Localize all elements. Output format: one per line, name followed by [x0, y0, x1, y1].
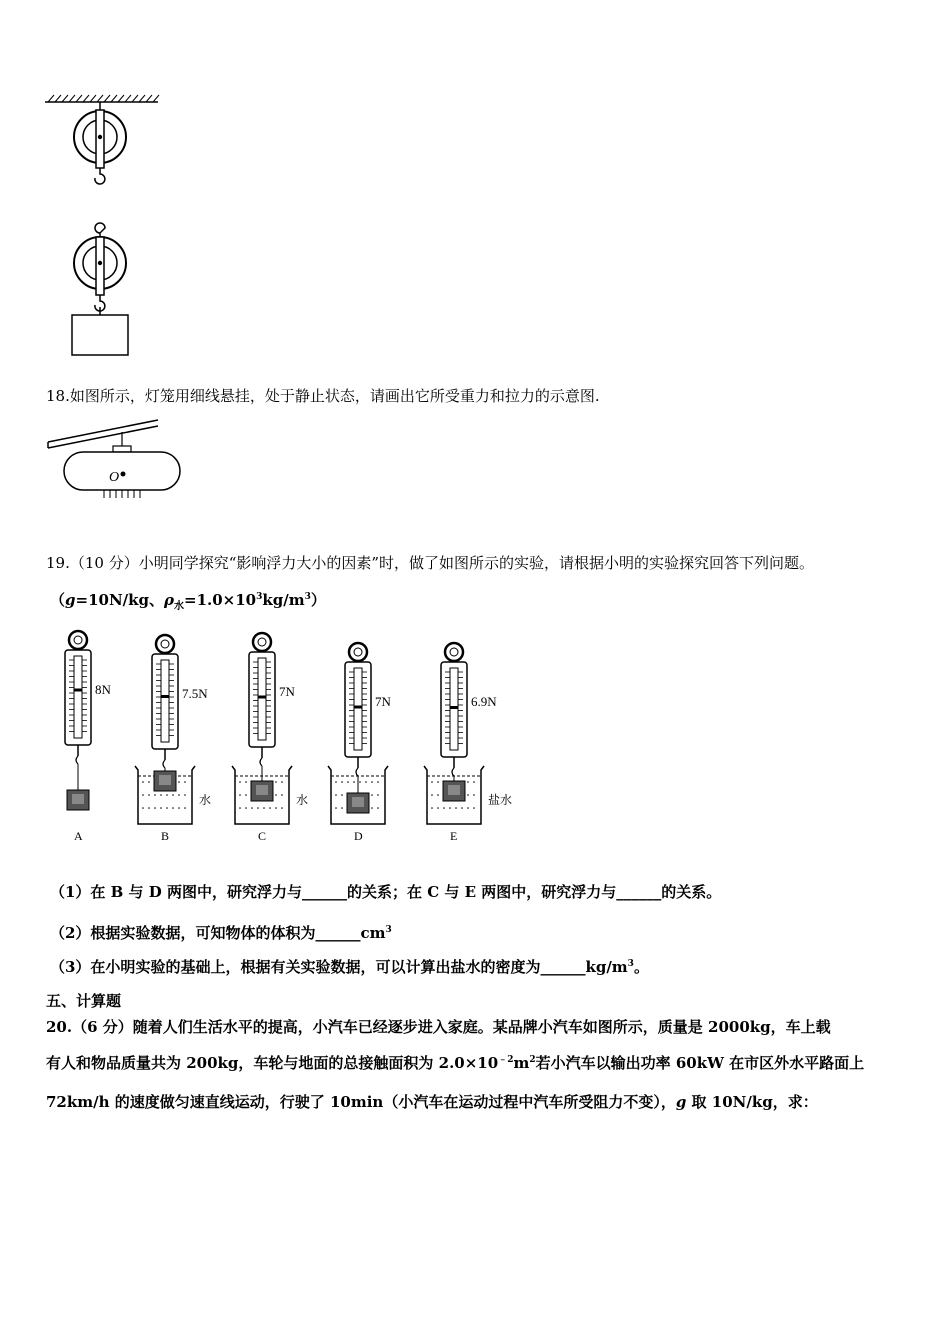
panel-liquid-label: 盐水: [488, 793, 513, 807]
lantern-center-label: O: [109, 470, 120, 485]
sub2-main: （2）根据实验数据，可知物体的体积为______cm: [50, 924, 386, 942]
cond-water-sub: 水: [174, 601, 185, 612]
sub3-main: （3）在小明实验的基础上，根据有关实验数据，可以计算出盐水的密度为______kg/m: [50, 958, 628, 976]
panel-label: D: [354, 829, 363, 843]
panel-reading: 7N: [375, 694, 391, 709]
panel-label: C: [258, 829, 267, 843]
sub2-exp: 3: [385, 925, 392, 935]
cond-mid: =10N/kg、: [75, 591, 165, 609]
q20-number: 20.: [46, 1018, 73, 1036]
q18-number: 18.: [46, 387, 70, 405]
q19-sub3: [50, 957, 649, 977]
q19-score: （10 分）: [69, 554, 139, 572]
q19-conditions: [50, 590, 326, 610]
q19-sub2: [50, 923, 392, 943]
panel-liquid-label: 水: [199, 793, 212, 807]
q18-body: 如图所示，灯笼用细线悬挂，处于静止状态，请画出它所受重力和拉力的示意图.: [69, 387, 600, 405]
movable-pulley-diagram: [60, 215, 150, 360]
cond-close: ）: [310, 591, 326, 609]
cond-rho: ρ: [164, 591, 175, 609]
q20-line2-c: 若小汽车以输出功率 60kW 在市区外水平路面上: [535, 1054, 865, 1072]
cond-unit-exp: 3: [304, 592, 311, 602]
panel-label: A: [74, 829, 83, 843]
q19-number: 19.: [46, 554, 70, 572]
q20-line3: [46, 1092, 818, 1112]
q20-line2-a: 有人和物品质量共为 200kg，车轮与地面的总接触面积为 2.0×10: [46, 1054, 499, 1072]
panel-liquid-label: 水: [296, 793, 309, 807]
panel-A: [65, 631, 112, 843]
sub3-exp: 3: [627, 959, 634, 969]
q20-line3-a: 72km/h 的速度做匀速直线运动，行驶了 10min（小汽车在运动过程中汽车所受阻力不变），: [46, 1093, 676, 1111]
sub3-end: 。: [633, 958, 649, 976]
section-title: 五、计算题: [46, 992, 122, 1010]
q20-line1: [46, 1017, 831, 1037]
panel-reading: 7N: [279, 684, 295, 699]
buoyancy-experiment-figure: [40, 628, 520, 848]
q18-text: [46, 386, 600, 406]
q19-body: 小明同学探究“影响浮力大小的因素”时，做了如图所示的实验，请根据小明的实验探究回答下列问题。: [138, 554, 815, 572]
cond-g: g: [65, 591, 76, 609]
q19-sub1: （1）在 B 与 D 两图中，研究浮力与______的关系；在 C 与 E 两图中，研究浮力与______的关系。: [50, 883, 722, 901]
panel-reading: 8N: [95, 682, 111, 697]
q20-line2: [46, 1053, 864, 1073]
cond-exp: 3: [256, 592, 263, 602]
panel-C: [232, 633, 308, 843]
panel-E: [424, 643, 512, 843]
panel-D: [328, 643, 392, 843]
cond-eq: =1.0×10: [184, 591, 257, 609]
lantern-diagram: [42, 418, 192, 508]
fixed-pulley-diagram: [40, 92, 170, 192]
panel-label: B: [161, 829, 170, 843]
cond-open: （: [50, 591, 66, 609]
q20-line2-exp: ﹣2: [498, 1055, 514, 1065]
cond-unit: kg/m: [262, 591, 305, 609]
q20-line1-text: 随着人们生活水平的提高，小汽车已经逐步进入家庭。某品牌小汽车如图所示，质量是 2000kg，车上载: [132, 1018, 831, 1036]
q20-line3-b: 取 10N/kg，求：: [686, 1093, 818, 1111]
panel-B: [135, 635, 211, 843]
panel-reading: 7.5N: [182, 686, 208, 701]
q20-line3-g: g: [675, 1093, 687, 1111]
panel-reading: 6.9N: [471, 694, 497, 709]
q19-text: [46, 553, 814, 573]
panel-label: E: [450, 829, 458, 843]
q20-line2-b: m: [513, 1054, 530, 1072]
q20-score: （6 分）: [72, 1018, 133, 1036]
q20-line2-exp2: 2: [529, 1055, 536, 1065]
